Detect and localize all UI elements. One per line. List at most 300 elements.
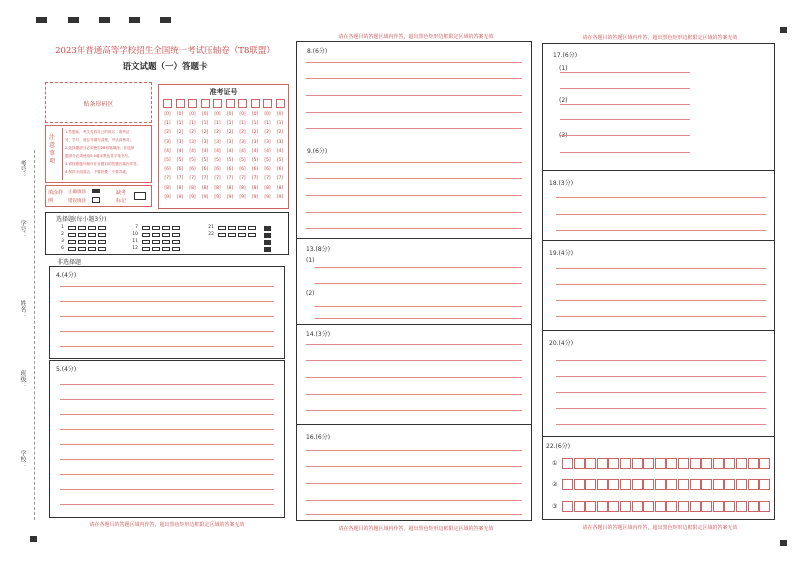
exam-id-bubble[interactable]: [8] [201,185,209,191]
exam-id-bubble[interactable]: [2] [264,130,271,136]
choice-bubble[interactable] [68,233,76,237]
choice-bubble[interactable] [152,247,160,251]
exam-id-bubble[interactable]: [9] [214,194,221,200]
exam-id-bubble[interactable]: [1] [164,121,171,127]
choice-bubble[interactable] [98,240,106,244]
exam-id-bubble[interactable]: [5] [276,158,284,163]
q13-sub-2: (2) [306,290,315,297]
q20-label: 20.(4分) [549,340,574,347]
middle-top-warning: 请在各题目的答题区域内作答，超出黑色矩形边框限定区域的答案无效 [338,34,494,40]
exam-id-bubble[interactable]: [4] [201,148,209,154]
registration-mark [99,17,110,23]
exam-id-bubble[interactable]: [8] [276,185,284,191]
exam-id-bubble[interactable]: [6] [239,167,246,173]
q13-divider [296,238,532,239]
exam-id-bubble[interactable]: [2] [201,130,209,136]
exam-id-bubble[interactable]: [3] [214,139,221,145]
answer-line [560,135,690,136]
answer-line [315,267,522,268]
exam-id-bubble[interactable]: [7] [264,176,271,182]
q22-grid-cell[interactable] [678,501,689,512]
q19-divider [542,240,775,241]
exam-id-bubble[interactable]: [8] [214,185,221,191]
q22-grid-cell[interactable] [759,458,770,469]
exam-id-bubble[interactable]: [0] [189,112,196,117]
timing-mark [264,233,271,238]
registration-mark [30,536,37,542]
exam-id-bubble[interactable]: [6] [214,167,221,173]
answer-line [556,268,766,269]
q22-grid-cell[interactable] [632,501,643,512]
exam-id-bubble[interactable]: [1] [189,121,196,127]
q22-grid-cell[interactable] [724,501,735,512]
exam-id-bubble[interactable]: [6] [176,167,184,173]
choice-number: 11 [132,239,138,244]
correct-fill-swatch [92,189,100,193]
registration-mark [780,540,787,546]
q22-grid-cell[interactable] [655,479,666,490]
q22-grid-cell[interactable] [643,501,654,512]
answer-line [60,414,274,415]
exam-id-bubble[interactable]: [8] [164,185,171,191]
answer-line [306,344,522,345]
exam-id-bubble[interactable]: [5] [239,158,246,163]
q22-grid-cell[interactable] [724,479,735,490]
choice-bubble[interactable] [248,233,256,237]
q22-sub-1: ① [552,460,558,467]
exam-id-bubble[interactable]: [8] [251,185,259,191]
absent-label: 缺考标记 [116,190,127,204]
choice-bubble[interactable] [162,240,170,244]
answer-line [306,514,522,515]
choice-bubble[interactable] [162,233,170,237]
exam-id-bubble[interactable]: [6] [251,167,259,173]
exam-id-bubble[interactable]: [7] [176,176,184,182]
middle-footer-warning: 请在各题目的答题区域内作答，超出黑色矩形边框限定区域的答案无效 [338,526,494,532]
exam-id-cell[interactable] [263,99,272,108]
choice-bubble[interactable] [152,240,160,244]
exam-id-bubble[interactable]: [5] [164,158,171,163]
answer-line [306,112,522,113]
exam-id-bubble[interactable]: [5] [226,158,234,163]
exam-id-bubble[interactable]: [0] [264,112,271,117]
wrong-fill-swatch [92,197,100,203]
q14-label: 14.(3分) [306,331,331,338]
choice-bubble[interactable] [98,226,106,230]
q22-grid-cell[interactable] [632,479,643,490]
exam-id-bubble[interactable]: [3] [239,139,246,145]
exam-id-bubble[interactable]: [6] [164,167,171,173]
q22-grid-cell[interactable] [562,501,573,512]
q22-grid-cell[interactable] [701,458,712,469]
q18-divider [542,170,775,171]
notice-line: 题部分必须使用0.5毫米黑色签字笔书写。 [65,154,132,158]
q22-grid-cell[interactable] [655,458,666,469]
choice-bubble[interactable] [238,226,246,230]
choice-section [45,212,289,255]
exam-id-label: 准考证号 [209,88,238,96]
q22-sub-2: ② [552,481,558,488]
answer-line [560,72,690,73]
answer-line [60,459,274,460]
q22-grid-cell[interactable] [643,479,654,490]
answer-line [306,62,522,63]
choice-number: 10 [132,232,138,237]
q22-grid-cell[interactable] [585,501,596,512]
q22-grid-cell[interactable] [690,458,701,469]
q16-label: 16.(6分) [306,434,331,441]
exam-id-bubble[interactable]: [9] [164,194,171,200]
exam-id-bubble[interactable]: [5] [189,158,196,163]
q22-grid-cell[interactable] [620,479,631,490]
q13-label: 13.(8分) [306,246,331,253]
exam-id-bubble[interactable]: [9] [251,194,259,200]
answer-line [60,474,274,475]
timing-mark [264,240,271,245]
q22-grid-cell[interactable] [666,458,677,469]
exam-id-bubble[interactable]: [7] [239,176,246,182]
answer-line [60,504,274,505]
page-title: 2023年普通高等学校招生全国统一考试压轴卷（T8联盟） [55,46,275,56]
answer-line [60,444,274,445]
q22-grid-cell[interactable] [678,479,689,490]
choice-bubble[interactable] [218,233,226,237]
choice-bubble[interactable] [172,226,180,230]
q22-grid-cell[interactable] [736,458,747,469]
exam-id-bubble[interactable]: [0] [251,112,259,117]
answer-line [306,128,522,129]
choice-bubble[interactable] [142,240,150,244]
q22-grid-cell[interactable] [608,501,619,512]
choice-bubble[interactable] [218,226,226,230]
exam-id-cell[interactable] [188,99,197,108]
exam-id-bubble[interactable]: [8] [189,185,196,191]
q16-divider [296,424,532,425]
q20-divider [542,330,775,331]
q22-grid-cell[interactable] [724,458,735,469]
exam-id-bubble[interactable]: [0] [226,112,234,117]
q22-grid-cell[interactable] [562,479,573,490]
exam-id-cell[interactable] [176,99,185,108]
q22-grid-cell[interactable] [620,501,631,512]
exam-id-bubble[interactable]: [1] [251,121,259,127]
choice-bubble[interactable] [68,247,76,251]
fill-example-label: 填涂样例 [48,190,64,204]
exam-id-bubble[interactable]: [8] [176,185,184,191]
exam-id-bubble[interactable]: [2] [276,130,284,136]
exam-id-bubble[interactable]: [4] [276,148,284,154]
answer-line [306,195,522,196]
answer-line [306,212,522,213]
absent-checkbox[interactable] [134,192,146,200]
answer-line [556,284,766,285]
choice-title: 选择题(每小题3分) [56,216,107,223]
answer-line [560,88,690,89]
choice-number: 22 [208,232,214,237]
answer-line [306,500,522,501]
left-footer-warning: 请在各题目的答题区域内作答，超出黑色矩形边框限定区域的答案无效 [89,522,245,528]
exam-id-cell[interactable] [276,99,285,108]
q18-label: 18.(3分) [549,180,574,187]
exam-id-bubble[interactable]: [3] [164,139,171,145]
exam-id-bubble[interactable]: [9] [176,194,184,200]
notice-line: 3.请按照题号顺序在各题目的答题区域内作答。 [65,162,141,166]
choice-number: 7 [135,225,138,230]
q22-grid-cell[interactable] [585,458,596,469]
exam-id-bubble[interactable]: [1] [176,121,184,127]
q22-grid-cell[interactable] [759,501,770,512]
answer-line [556,408,766,409]
barcode-area [45,82,152,123]
exam-id-bubble[interactable]: [5] [201,158,209,163]
notice-line: 4.保持卡面清洁，不要折叠、不要弄破。 [65,170,130,174]
exam-id-bubble[interactable]: [2] [226,130,234,136]
exam-id-bubble[interactable]: [5] [176,158,184,163]
exam-id-bubble[interactable]: [0] [214,112,221,117]
barcode-area-label: 贴条形码区 [83,101,114,108]
q22-grid-cell[interactable] [690,501,701,512]
q22-grid-cell[interactable] [608,479,619,490]
q22-divider [542,436,775,437]
q17-sub-1: (1) [559,65,568,72]
exam-id-bubble[interactable]: [5] [214,158,221,163]
exam-id-bubble[interactable]: [3] [226,139,234,145]
q22-grid-cell[interactable] [655,501,666,512]
exam-id-bubble[interactable]: [4] [239,148,246,154]
exam-id-bubble[interactable]: [7] [201,176,209,182]
answer-line [306,410,522,411]
q22-grid-cell[interactable] [713,479,724,490]
q22-grid-cell[interactable] [666,479,677,490]
exam-id-cell[interactable] [251,99,260,108]
q22-grid-cell[interactable] [678,458,689,469]
choice-bubble[interactable] [142,247,150,251]
exam-id-bubble[interactable]: [7] [164,176,171,182]
exam-id-bubble[interactable]: [0] [201,112,209,117]
choice-bubble[interactable] [152,226,160,230]
exam-id-bubble[interactable]: [9] [201,194,209,200]
q22-grid-cell[interactable] [574,458,585,469]
answer-line [306,360,522,361]
exam-id-bubble[interactable]: [2] [189,130,196,136]
exam-id-bubble[interactable]: [7] [214,176,221,182]
choice-number: 3 [61,239,64,244]
choice-bubble[interactable] [172,247,180,251]
registration-mark [780,27,787,33]
exam-id-bubble[interactable]: [6] [226,167,234,173]
q22-grid-cell[interactable] [736,479,747,490]
exam-id-bubble[interactable]: [1] [201,121,209,127]
choice-bubble[interactable] [78,233,86,237]
q22-grid-cell[interactable] [597,501,608,512]
q4-label: 4.(4分) [56,272,77,279]
exam-id-bubble[interactable]: [8] [239,185,246,191]
q22-grid-cell[interactable] [574,479,585,490]
choice-bubble[interactable] [78,226,86,230]
exam-id-bubble[interactable]: [4] [214,148,221,154]
q22-grid-cell[interactable] [597,479,608,490]
exam-id-bubble[interactable]: [9] [226,194,234,200]
choice-bubble[interactable] [68,226,76,230]
exam-id-bubble[interactable]: [2] [239,130,246,136]
choice-bubble[interactable] [238,233,246,237]
choice-bubble[interactable] [162,226,170,230]
q9-label: 9.(6分) [307,148,328,155]
q22-grid-cell[interactable] [748,501,759,512]
exam-id-bubble[interactable]: [9] [189,194,196,200]
registration-mark [129,17,140,23]
q22-grid-cell[interactable] [748,458,759,469]
exam-id-bubble[interactable]: [1] [276,121,284,127]
exam-id-bubble[interactable]: [9] [264,194,271,200]
choice-bubble[interactable] [162,247,170,251]
exam-id-bubble[interactable]: [4] [264,148,271,154]
registration-mark [160,17,171,23]
exam-id-bubble[interactable]: [9] [239,194,246,200]
side-dashed-line [34,150,35,520]
answer-line [306,178,522,179]
choice-bubble[interactable] [172,233,180,237]
choice-bubble[interactable] [142,233,150,237]
q22-grid-cell[interactable] [632,458,643,469]
exam-id-bubble[interactable]: [0] [276,112,284,117]
exam-id-bubble[interactable]: [8] [226,185,234,191]
exam-id-bubble[interactable]: [2] [214,130,221,136]
exam-id-bubble[interactable]: [6] [189,167,196,173]
choice-bubble[interactable] [228,233,236,237]
exam-id-bubble[interactable]: [2] [164,130,171,136]
q8-label: 8.(6分) [307,48,328,55]
q22-grid-cell[interactable] [643,458,654,469]
answer-line [315,306,522,307]
middle-column-frame [296,41,532,521]
answer-line [60,489,274,490]
answer-line [556,214,766,215]
nonchoice-title: 非选择题 [57,259,82,266]
q22-grid-cell[interactable] [701,479,712,490]
answer-line [556,360,766,361]
exam-id-bubble[interactable]: [6] [264,167,271,173]
answer-line [306,394,522,395]
exam-id-bubble[interactable]: [1] [214,121,221,127]
choice-bubble[interactable] [98,247,106,251]
exam-id-bubble[interactable]: [3] [201,139,209,145]
q22-grid-cell[interactable] [620,458,631,469]
q22-grid-cell[interactable] [713,501,724,512]
side-label-class: 班级： [19,370,26,388]
q22-grid-cell[interactable] [666,501,677,512]
choice-bubble[interactable] [248,226,256,230]
choice-bubble[interactable] [98,233,106,237]
exam-id-bubble[interactable]: [3] [189,139,196,145]
exam-id-bubble[interactable]: [7] [276,176,284,182]
choice-bubble[interactable] [142,226,150,230]
exam-id-bubble[interactable]: [9] [276,194,284,200]
exam-id-bubble[interactable]: [3] [276,139,284,145]
exam-id-cell[interactable] [213,99,222,108]
exam-id-bubble[interactable]: [1] [264,121,271,127]
q22-grid-cell[interactable] [585,479,596,490]
exam-id-bubble[interactable]: [8] [264,185,271,191]
right-top-warning: 请在各题目的答题区域内作答，超出黑色矩形边框限定区域的答案无效 [582,35,738,41]
q22-grid-cell[interactable] [690,479,701,490]
exam-id-bubble[interactable]: [0] [164,112,171,117]
exam-id-cell[interactable] [163,99,172,108]
answer-line [315,283,522,284]
answer-line [306,162,522,163]
exam-id-bubble[interactable]: [3] [176,139,184,145]
exam-id-bubble[interactable]: [2] [251,130,259,136]
exam-id-bubble[interactable]: [6] [201,167,209,173]
choice-bubble[interactable] [88,240,96,244]
q22-grid-cell[interactable] [736,501,747,512]
choice-bubble[interactable] [88,226,96,230]
exam-id-bubble[interactable]: [4] [189,148,196,154]
exam-id-bubble[interactable]: [4] [176,148,184,154]
exam-id-bubble[interactable]: [7] [189,176,196,182]
choice-bubble[interactable] [78,240,86,244]
q22-grid-cell[interactable] [597,458,608,469]
exam-id-bubble[interactable]: [0] [176,112,184,117]
exam-id-bubble[interactable]: [5] [264,158,271,163]
choice-number: 12 [132,246,138,251]
choice-bubble[interactable] [88,247,96,251]
exam-id-bubble[interactable]: [7] [226,176,234,182]
exam-id-bubble[interactable]: [4] [226,148,234,154]
q22-grid-cell[interactable] [701,501,712,512]
answer-line [556,376,766,377]
choice-bubble[interactable] [88,233,96,237]
q22-grid-cell[interactable] [748,479,759,490]
answer-line [306,377,522,378]
choice-number: 21 [208,225,214,230]
choice-bubble[interactable] [68,240,76,244]
q22-grid-cell[interactable] [574,501,585,512]
answer-line [556,300,766,301]
q14-divider [296,324,532,325]
exam-id-bubble[interactable]: [0] [239,112,246,117]
correct-fill-label: 正确填涂 [68,190,86,195]
answer-line [556,392,766,393]
exam-id-bubble[interactable]: [3] [264,139,271,145]
exam-id-bubble[interactable]: [4] [164,148,171,154]
exam-id-bubble[interactable]: [5] [251,158,259,163]
q22-grid-cell[interactable] [713,458,724,469]
exam-id-bubble[interactable]: [2] [176,130,184,136]
exam-id-cell[interactable] [226,99,235,108]
q22-grid-cell[interactable] [759,479,770,490]
exam-id-cell[interactable] [201,99,210,108]
exam-id-bubble[interactable]: [7] [251,176,259,182]
choice-bubble[interactable] [78,247,86,251]
answer-line [60,301,274,302]
exam-id-bubble[interactable]: [6] [276,167,284,173]
exam-id-bubble[interactable]: [4] [251,148,259,154]
q22-grid-cell[interactable] [608,458,619,469]
exam-id-bubble[interactable]: [1] [239,121,246,127]
choice-bubble[interactable] [228,226,236,230]
choice-bubble[interactable] [152,233,160,237]
side-label-school: 学校： [19,450,26,468]
q22-grid-cell[interactable] [562,458,573,469]
exam-id-bubble[interactable]: [1] [226,121,234,127]
choice-bubble[interactable] [172,240,180,244]
answer-line [556,230,766,231]
right-column-frame [542,43,775,520]
timing-mark [264,226,271,231]
exam-id-bubble[interactable]: [3] [251,139,259,145]
exam-id-cell[interactable] [238,99,247,108]
